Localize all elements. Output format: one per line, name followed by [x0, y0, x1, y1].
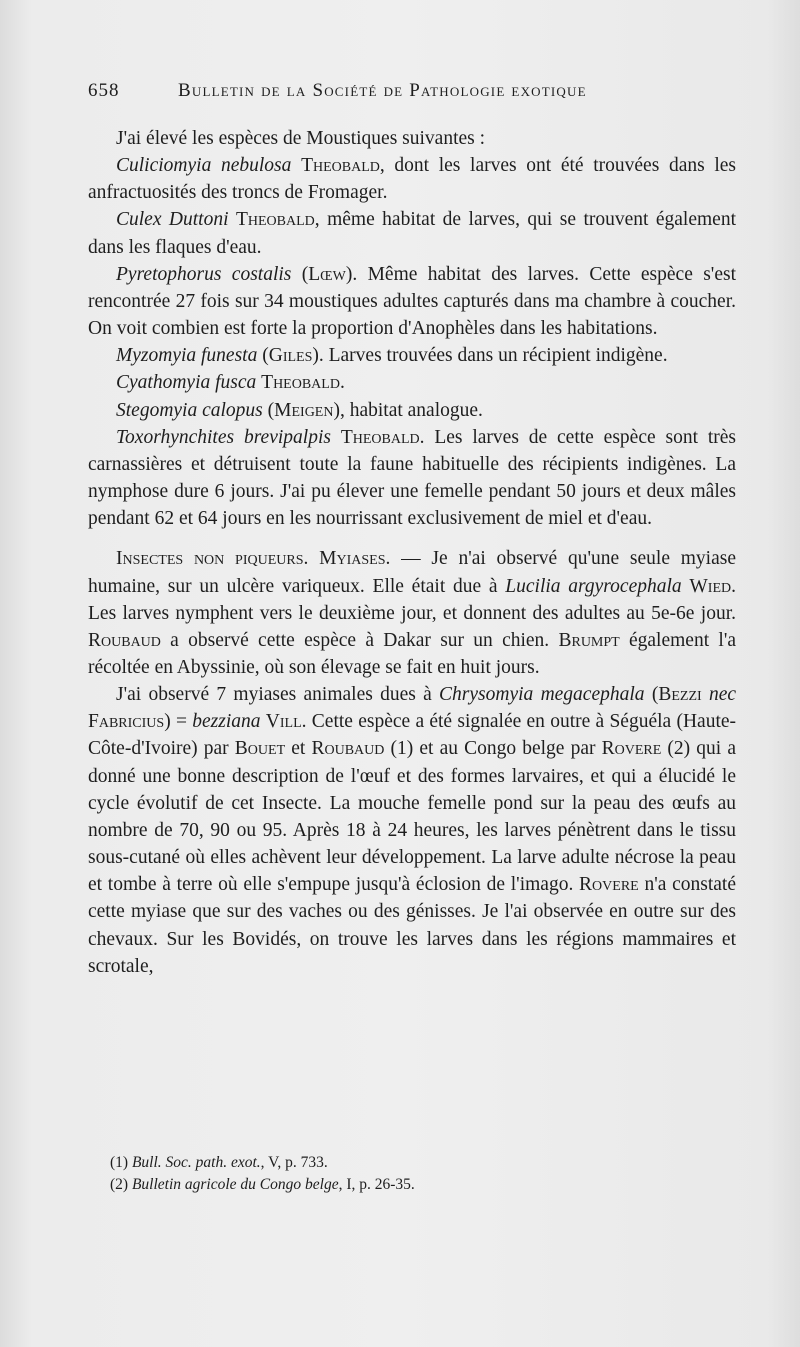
page-number: 658: [88, 80, 120, 101]
italic-text: Stegomyia calopus: [116, 399, 263, 421]
text-run: J'ai élevé les espèces de Moustiques suivantes :: [116, 128, 486, 149]
text-run: également l'a récoltée en Abyssinie, où son élevage se fait en huit jours.: [88, 629, 736, 678]
italic-text: nec: [708, 684, 736, 706]
text-run: [331, 427, 341, 448]
italic-text: Culiciomyia nebulosa: [116, 155, 292, 177]
italic-text: Cyathomyia fusca: [116, 372, 257, 394]
text-run: (1): [110, 1154, 132, 1171]
italic-text: bezziana: [192, 711, 261, 733]
journal-title: Bulletin de la Société de Pathologie exotique: [178, 80, 587, 101]
paragraph: [88, 125, 736, 152]
italic-text: Myzomyia funesta: [116, 345, 258, 367]
italic-text: Culex Duttoni: [116, 209, 229, 231]
text-run: ), habitat analogue.: [333, 399, 483, 421]
italic-text: Chrysomyia megacephala: [439, 684, 645, 706]
text-run: , I, p. 26-35.: [338, 1176, 415, 1193]
small-caps-text: Rovere: [601, 738, 662, 760]
paragraph: [88, 545, 736, 681]
small-caps-text: Theobald: [235, 209, 315, 231]
small-caps-text: Insectes non piqueurs. Myiases.: [116, 548, 391, 570]
text-run: (: [291, 263, 309, 285]
footnotes: [110, 1152, 730, 1196]
text-run: . Les larves de cette espèce sont très carnassières et détruisent toute la faune habituelle des récipients indigènes. La nymphose dure 6 jours. J'ai pu élever une femelle pendant 50 jours et deux mâles pendant 62 et 64 jours en les nourrissant exclusivement de miel et d'eau.: [88, 426, 737, 530]
paragraph: [88, 342, 736, 369]
text-run: ). Même habitat des larves. Cette espèce s'est rencontrée 27 fois sur 34 moustiques adultes capturés dans ma chambre à coucher. On voit combien est forte la proportion d'Anophèles dans les habitations.: [88, 263, 736, 340]
footnote: [110, 1152, 730, 1174]
small-caps-text: Brumpt: [558, 629, 620, 651]
small-caps-text: Meigen: [274, 399, 334, 421]
text-run: . Cette espèce a été signalée en outre à Séguéla (Haute-Côte-d'Ivoire) par: [88, 711, 737, 760]
paragraph: [88, 424, 736, 533]
italic-text: Pyretophorus costalis: [116, 263, 292, 285]
article-body: [88, 125, 736, 980]
text-run: . Les larves nymphent vers le deuxième jour, et donnent des adultes au 5e-6e jour.: [88, 575, 736, 624]
small-caps-text: Theobald: [261, 372, 340, 394]
text-run: (1) et au Congo belge par: [384, 738, 602, 760]
text-run: et: [285, 738, 312, 760]
small-caps-text: Bouet: [234, 738, 286, 760]
text-run: (2) qui a donné une bonne description de l'œuf et des formes larvaires, et qui a élucidé le cycle évolutif de cet Insecte. La mouche femelle pond sur la peau des œufs au nombre de 70, 90 ou 95. Après 18 à 24 heures, les larves pénètrent dans le tissu sous-cutané où elles achèvent leur développement. La larve adulte nécrose la peau et tombe à terre où elle s'empupe jusqu'à éclosion de l'imago.: [88, 738, 736, 896]
small-caps-text: Roubaud: [88, 629, 161, 651]
italic-text: Bulletin agricole du Congo belge: [131, 1176, 339, 1193]
paragraph: [88, 369, 736, 396]
italic-text: Lucilia argyrocephala: [505, 575, 682, 597]
footnote: [110, 1174, 730, 1196]
running-header: [88, 80, 736, 110]
text-run: (2): [110, 1176, 132, 1193]
text-run: n'a constaté cette myiase que sur des vaches ou des génisses. Je l'ai observée en outre sur des chevaux. Sur les Bovidés, on trouve les larves dans les régions mammaires et scrotale,: [88, 874, 736, 977]
small-caps-text: Rovere: [579, 874, 639, 896]
small-caps-text: Roubaud: [311, 738, 385, 760]
text-run: (: [262, 399, 275, 421]
text-run: [229, 209, 236, 230]
small-caps-text: Lœw: [308, 263, 346, 285]
text-run: a observé cette espèce à Dakar sur un chien.: [160, 629, 559, 651]
text-run: .: [339, 372, 345, 394]
small-caps-text: Theobald: [340, 426, 420, 448]
small-caps-text: Theobald: [301, 155, 380, 177]
paragraph: [88, 152, 736, 206]
text-run: , dont les larves ont été trouvées dans les anfractuosités des troncs de Fromager.: [88, 155, 737, 204]
paragraph: [88, 397, 736, 424]
italic-text: Toxorhynchites brevipalpis: [116, 426, 331, 448]
text-run: — Je n'ai observé qu'une seule myiase humaine, sur un ulcère variqueux. Elle était due à: [88, 548, 736, 597]
paragraph: [88, 261, 736, 342]
paragraph: [88, 681, 736, 980]
text-run: J'ai observé 7 myiases animales dues à: [116, 684, 440, 706]
small-caps-text: Bezzi: [658, 684, 702, 706]
text-run: , V, p. 733.: [260, 1154, 328, 1171]
text-run: (: [644, 684, 659, 706]
paragraph: [88, 206, 736, 260]
text-run: [702, 684, 709, 705]
text-run: ). Larves trouvées dans un récipient indigène.: [312, 345, 668, 367]
small-caps-text: Wied: [689, 575, 732, 597]
text-run: (: [257, 345, 269, 367]
text-run: ) =: [164, 711, 193, 733]
italic-text: Bull. Soc. path. exot.: [131, 1154, 261, 1171]
text-run: , même habitat de larves, qui se trouvent également dans les flaques d'eau.: [88, 209, 736, 258]
small-caps-text: Giles: [268, 345, 313, 367]
text-run: [291, 155, 301, 176]
small-caps-text: Vill: [265, 711, 302, 733]
small-caps-text: Fabricius: [88, 711, 165, 733]
